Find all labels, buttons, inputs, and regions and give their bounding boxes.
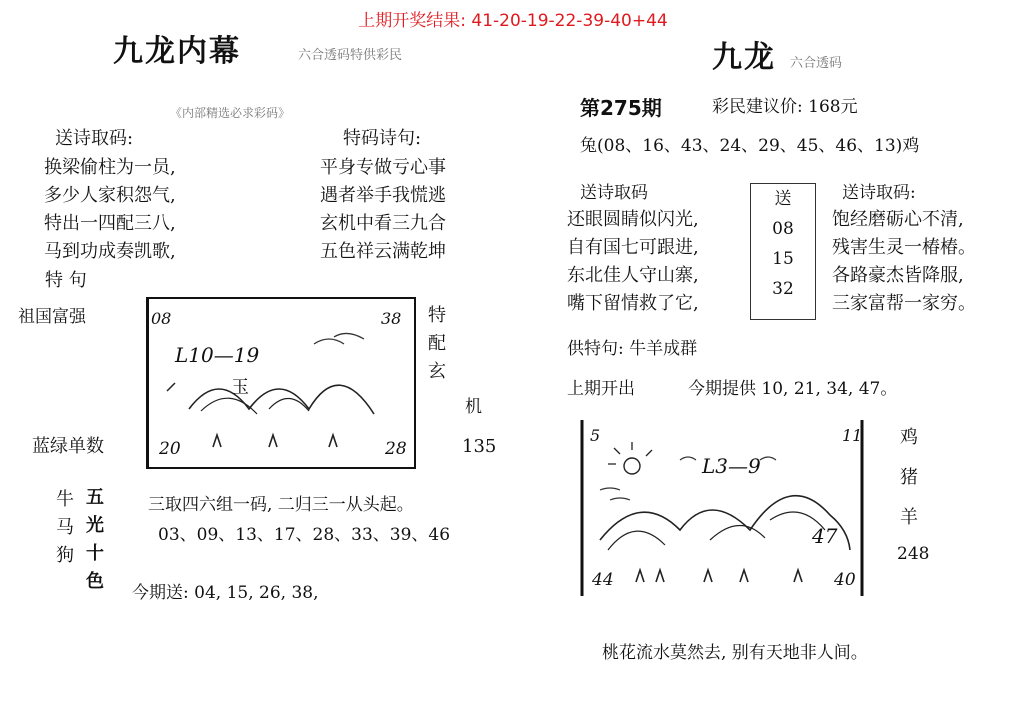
left-title: 九龙内幕: [113, 34, 241, 69]
sketch-label: 28: [385, 439, 407, 459]
right-poem2: [832, 206, 976, 318]
right-poem2-label: 送诗取码:: [842, 183, 916, 203]
poem-line: 马到功成奏凯歌,: [44, 241, 176, 262]
left-hint-drawing: [146, 297, 416, 469]
animal: 牛: [56, 489, 74, 510]
left-side-label: 祖国富强: [18, 307, 86, 327]
poem-line: 残害生灵一椿椿。: [832, 237, 976, 258]
send-box-number: 32: [772, 279, 794, 299]
zodiac-line: 兔(08、16、43、24、29、45、46、13)鸡: [580, 136, 920, 156]
left-bottom-label: 蓝绿单数: [32, 436, 104, 457]
hint-sketch: [149, 299, 414, 467]
sketch-label: 40: [834, 570, 856, 590]
poem-line: 平身专做亏心事: [320, 157, 446, 178]
right-side-number: 248: [897, 544, 930, 564]
left-animals: [56, 486, 74, 570]
left-poem1: [44, 154, 176, 266]
right-poem1-label: 送诗取码: [580, 183, 648, 203]
poem-line: 嘴下留情救了它,: [567, 293, 699, 314]
left-note: 《内部精选必求彩码》: [170, 106, 291, 120]
animal: 马: [56, 517, 74, 538]
big-char: 光: [86, 515, 104, 536]
last-draw-result-banner: 上期开奖结果: 41-20-19-22-39-40+44: [358, 11, 668, 31]
poem-line: 东北佳人守山寨,: [567, 265, 699, 286]
left-special-label: 特 句: [45, 270, 87, 291]
side-animal: 鸡: [900, 427, 918, 448]
issue-number: 第275期: [580, 96, 662, 120]
big-char: 色: [86, 571, 104, 592]
last-out-label: 上期开出: [567, 379, 635, 399]
price: 彩民建议价: 168元: [712, 97, 858, 117]
sketch-label: 20: [159, 439, 181, 459]
side-animal: 羊: [900, 507, 918, 528]
sketch-label: L10—19: [175, 343, 260, 367]
right-footer: 桃花流水莫然去, 别有天地非人间。: [602, 643, 868, 663]
left-poem2: [320, 154, 446, 266]
right-side-animals: [900, 418, 918, 538]
left-today-send: 今期送: 04, 15, 26, 38,: [132, 583, 319, 603]
poem-line: 遇者举手我慌逃: [320, 185, 446, 206]
poem-line: 还眼圆睛似闪光,: [567, 209, 699, 230]
poem-line: 各路豪杰皆降服,: [832, 265, 964, 286]
left-numbers: 03、09、13、17、28、33、39、46: [158, 525, 451, 545]
big-char: 十: [86, 543, 104, 564]
poem-line: 饱经磨砺心不清,: [832, 209, 964, 230]
send-box-number: 15: [772, 249, 794, 269]
sketch-label: 11: [842, 426, 863, 445]
poem-line: 玄机中看三九合: [320, 213, 446, 234]
poem-line: 自有国七可跟进,: [567, 237, 699, 258]
left-side-ji: 机: [465, 397, 482, 417]
side-char: 玄: [428, 361, 446, 382]
right-subtitle: 六合透码: [790, 56, 843, 71]
poem-line: 换梁偷柱为一员,: [44, 157, 176, 178]
left-bottom-number: 135: [462, 436, 497, 457]
side-char: 配: [428, 333, 446, 354]
left-subtitle: 六合透码特供彩民: [298, 48, 403, 63]
poem-line: 三家富帮一家穷。: [832, 293, 976, 314]
sketch-label: L3—9: [702, 454, 761, 478]
sketch-label: 44: [592, 570, 614, 590]
poem-line: 五色祥云满乾坤: [320, 241, 446, 262]
animal: 狗: [56, 545, 74, 566]
poem-line: 特出一四配三八,: [44, 213, 176, 234]
sketch-label: 08: [151, 309, 172, 328]
right-poem1: [567, 206, 699, 318]
big-char: 五: [86, 487, 104, 508]
sketch-label: 5: [590, 426, 601, 445]
side-animal: 猪: [900, 467, 918, 488]
poem-line: 多少人家积怨气,: [44, 185, 176, 206]
hint-sketch: [580, 420, 870, 602]
today-offer: 今期提供 10, 21, 34, 47。: [688, 379, 898, 399]
send-box-label: 送: [774, 189, 792, 209]
left-poem1-label: 送诗取码:: [55, 128, 134, 149]
sketch-label: 38: [381, 309, 402, 328]
left-big-chars: [86, 484, 104, 596]
send-box-number: 08: [772, 219, 794, 239]
sketch-label: 47: [812, 524, 838, 548]
right-special: 供特句: 牛羊成群: [567, 339, 698, 359]
left-poem2-label: 特码诗句:: [343, 128, 422, 149]
right-title: 九龙: [712, 40, 776, 75]
left-side-right: [428, 302, 446, 386]
send-box: [750, 183, 816, 320]
left-rule: 三取四六组一码, 二归三一从头起。: [148, 495, 414, 515]
sketch-label: 玉: [231, 377, 249, 398]
right-hint-drawing: [580, 420, 870, 602]
side-char: 特: [428, 305, 446, 326]
